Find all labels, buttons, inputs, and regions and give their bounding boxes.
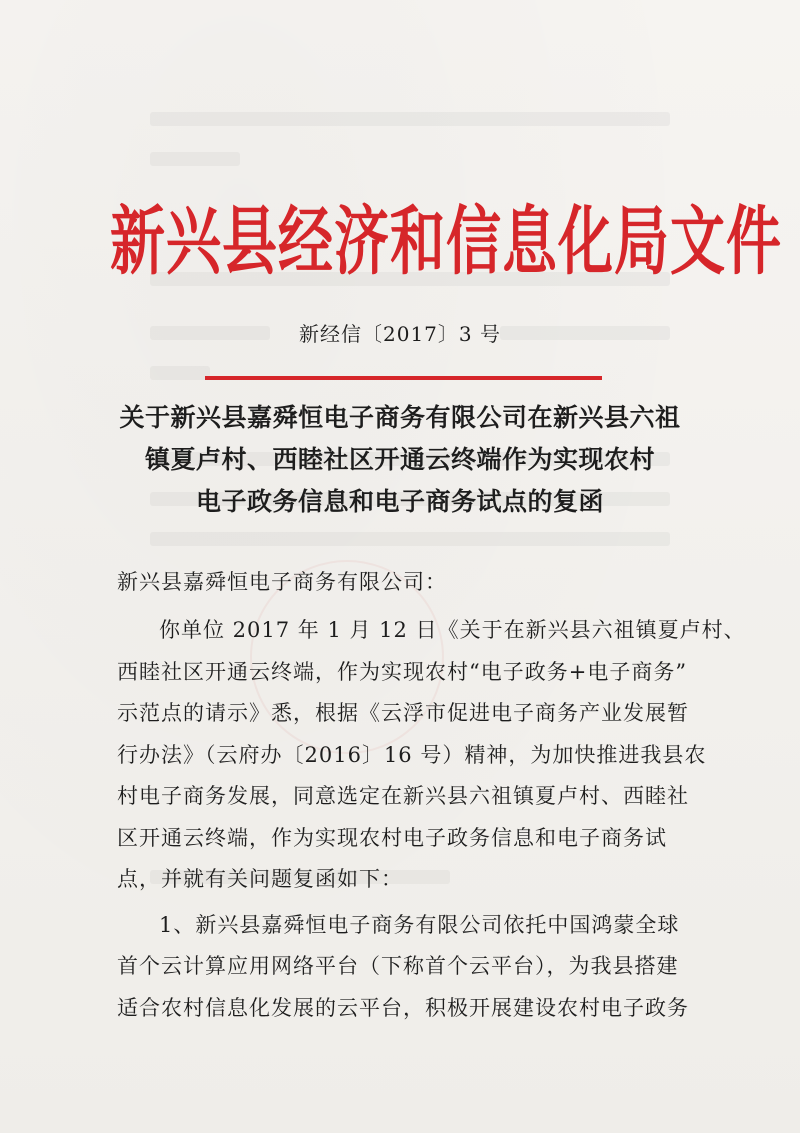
paragraph2-line-3: 适合农村信息化发展的云平台，积极开展建设农村电子政务 — [117, 995, 689, 1020]
paragraph1-line-7: 点，并就有关问题复函如下： — [117, 867, 403, 891]
paragraph1-line-2: 西睦社区开通云终端，作为实现农村“电子政务+电子商务” — [117, 659, 688, 684]
salutation: 新兴县嘉舜恒电子商务有限公司： — [117, 570, 447, 594]
paragraph1-line-3: 示范点的请示》悉，根据《云浮市促进电子商务产业发展暂 — [117, 701, 689, 725]
paragraph2-line-2: 首个云计算应用网络平台（下称首个云平台），为我县搭建 — [117, 954, 679, 978]
subject-line-2: 镇夏卢村、西睦社区开通云终端作为实现农村 — [144, 445, 655, 474]
document-header-title: 新兴县经济和信息化局文件 — [110, 198, 783, 285]
subject-line-1: 关于新兴县嘉舜恒电子商务有限公司在新兴县六祖 — [119, 403, 681, 432]
paragraph1-line-1: 你单位 2017 年 1 月 12 日《关于在新兴县六祖镇夏卢村、 — [159, 618, 746, 642]
subject-line-3: 电子政务信息和电子商务试点的复函 — [195, 487, 604, 516]
document-number: 新经信〔2017〕3 号 — [299, 322, 501, 346]
paragraph2-line-1: 1、新兴县嘉舜恒电子商务有限公司依托中国鸿蒙全球 — [159, 912, 680, 937]
paragraph1-line-6: 区开通云终端，作为实现农村电子政务信息和电子商务试 — [117, 825, 667, 850]
paragraph1-line-5: 村电子商务发展，同意选定在新兴县六祖镇夏卢村、西睦社 — [117, 784, 689, 808]
paragraph1-line-4: 行办法》（云府办〔2016〕16 号）精神，为加快推进我县农 — [117, 742, 707, 767]
document-subject — [88, 397, 712, 523]
document-body — [117, 610, 746, 1029]
red-divider-line — [205, 376, 602, 380]
